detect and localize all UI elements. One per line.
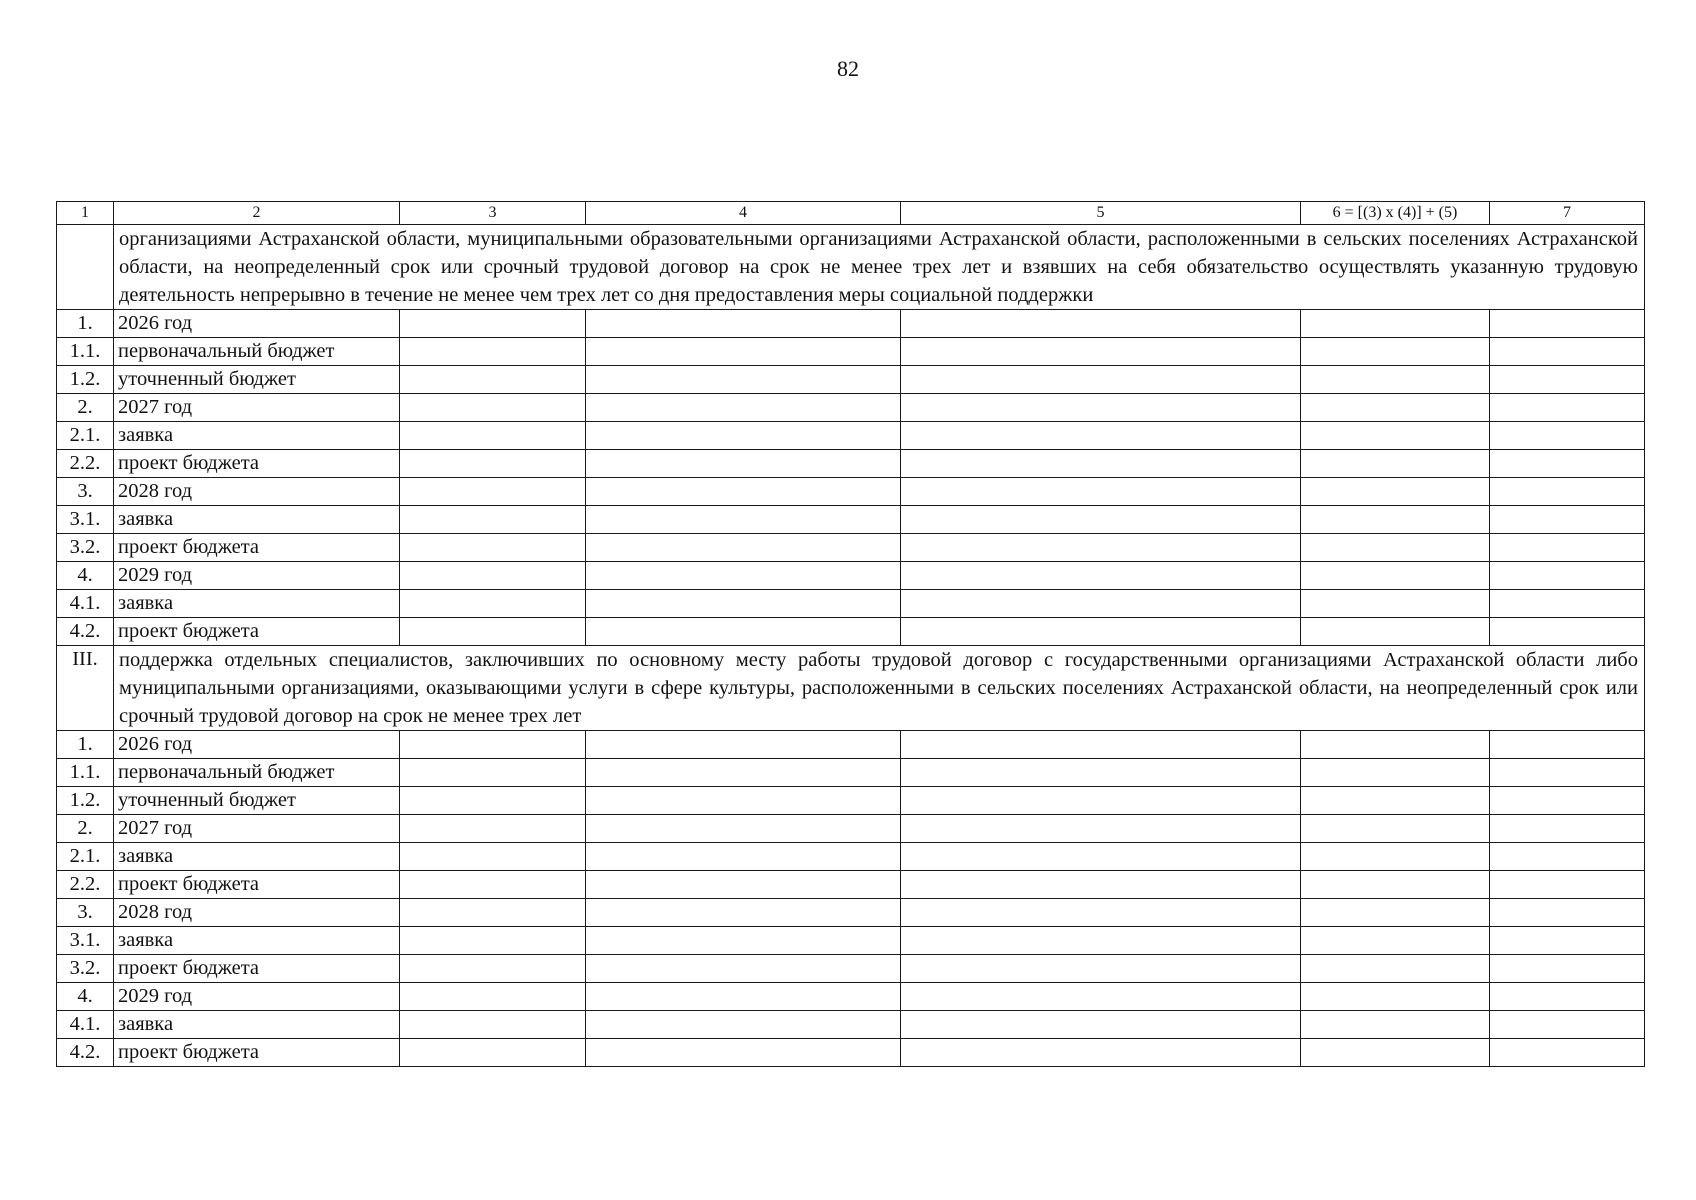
data-cell-col-4 <box>586 310 901 338</box>
table-row <box>57 394 1645 422</box>
data-cell-col-6 <box>1301 983 1490 1011</box>
row-number: 1. <box>57 310 114 338</box>
data-cell-col-5 <box>901 618 1301 646</box>
data-cell-col-6 <box>1301 1011 1490 1039</box>
row-number: 1.1. <box>57 759 114 787</box>
data-cell-col-5 <box>901 310 1301 338</box>
row-label: заявка <box>114 1011 400 1039</box>
row-number: 3.2. <box>57 955 114 983</box>
data-cell-col-6 <box>1301 618 1490 646</box>
column-header: 6 = [(3) x (4)] + (5) <box>1301 202 1490 225</box>
data-cell-col-7 <box>1490 927 1645 955</box>
table-row <box>57 1011 1645 1039</box>
data-cell-col-3 <box>400 1039 586 1067</box>
row-number: 3.1. <box>57 506 114 534</box>
data-cell-col-5 <box>901 338 1301 366</box>
column-header: 7 <box>1490 202 1645 225</box>
row-number: 2.2. <box>57 871 114 899</box>
row-number: III. <box>57 646 114 731</box>
data-cell-col-7 <box>1490 310 1645 338</box>
data-cell-col-7 <box>1490 1011 1645 1039</box>
data-cell-col-6 <box>1301 899 1490 927</box>
data-cell-col-7 <box>1490 506 1645 534</box>
data-cell-col-6 <box>1301 787 1490 815</box>
row-number: 2. <box>57 815 114 843</box>
data-cell-col-3 <box>400 871 586 899</box>
data-cell-col-5 <box>901 562 1301 590</box>
data-cell-col-6 <box>1301 759 1490 787</box>
data-cell-col-7 <box>1490 899 1645 927</box>
data-cell-col-7 <box>1490 422 1645 450</box>
row-number: 4. <box>57 983 114 1011</box>
data-cell-col-3 <box>400 1011 586 1039</box>
column-header: 1 <box>57 202 114 225</box>
data-cell-col-5 <box>901 506 1301 534</box>
data-cell-col-5 <box>901 843 1301 871</box>
data-cell-col-3 <box>400 983 586 1011</box>
data-cell-col-4 <box>586 534 901 562</box>
data-cell-col-6 <box>1301 562 1490 590</box>
data-cell-col-5 <box>901 983 1301 1011</box>
data-cell-col-7 <box>1490 1039 1645 1067</box>
table-row <box>57 731 1645 759</box>
budget-table <box>56 201 1645 1067</box>
data-cell-col-5 <box>901 787 1301 815</box>
data-cell-col-4 <box>586 478 901 506</box>
data-cell-col-4 <box>586 562 901 590</box>
data-cell-col-3 <box>400 338 586 366</box>
data-cell-col-4 <box>586 815 901 843</box>
row-label: 2028 год <box>114 478 400 506</box>
data-cell-col-7 <box>1490 338 1645 366</box>
table-row <box>57 534 1645 562</box>
data-cell-col-7 <box>1490 983 1645 1011</box>
data-cell-col-6 <box>1301 310 1490 338</box>
data-cell-col-3 <box>400 450 586 478</box>
table-row <box>57 506 1645 534</box>
data-cell-col-5 <box>901 478 1301 506</box>
data-cell-col-4 <box>586 983 901 1011</box>
table-row <box>57 618 1645 646</box>
row-number: 4.1. <box>57 1011 114 1039</box>
row-label: заявка <box>114 843 400 871</box>
data-cell-col-5 <box>901 955 1301 983</box>
data-cell-col-7 <box>1490 955 1645 983</box>
row-number <box>57 225 114 310</box>
row-number: 4. <box>57 562 114 590</box>
row-label: проект бюджета <box>114 618 400 646</box>
row-number: 4.1. <box>57 590 114 618</box>
data-cell-col-5 <box>901 899 1301 927</box>
section-heading: поддержка отдельных специалистов, заключивших по основному месту работы трудовой договор с государственными организациями Астраханской области либо муниципальными организациями, оказывающими услуги в сфере культуры, расположенными в сельских поселениях Астраханской области, на неопределенный срок или срочный трудовой договор на срок не менее трех лет <box>114 646 1645 731</box>
table-row <box>57 338 1645 366</box>
table-row <box>57 955 1645 983</box>
table-row <box>57 871 1645 899</box>
table-row <box>57 983 1645 1011</box>
data-cell-col-4 <box>586 731 901 759</box>
row-number: 1. <box>57 731 114 759</box>
data-cell-col-4 <box>586 450 901 478</box>
data-cell-col-4 <box>586 927 901 955</box>
data-cell-col-7 <box>1490 366 1645 394</box>
table-body <box>57 202 1645 1067</box>
data-cell-col-4 <box>586 843 901 871</box>
table-row <box>57 759 1645 787</box>
data-cell-col-6 <box>1301 366 1490 394</box>
table-row <box>57 787 1645 815</box>
data-cell-col-3 <box>400 787 586 815</box>
data-cell-col-4 <box>586 338 901 366</box>
row-label: проект бюджета <box>114 871 400 899</box>
row-number: 1.2. <box>57 366 114 394</box>
row-label: первоначальный бюджет <box>114 338 400 366</box>
table-row <box>57 815 1645 843</box>
data-cell-col-3 <box>400 422 586 450</box>
data-cell-col-7 <box>1490 759 1645 787</box>
data-cell-col-6 <box>1301 815 1490 843</box>
row-label: проект бюджета <box>114 1039 400 1067</box>
data-cell-col-5 <box>901 534 1301 562</box>
data-cell-col-5 <box>901 927 1301 955</box>
table-row <box>57 310 1645 338</box>
section-row <box>57 646 1645 731</box>
data-cell-col-7 <box>1490 590 1645 618</box>
data-cell-col-3 <box>400 506 586 534</box>
data-cell-col-3 <box>400 366 586 394</box>
data-cell-col-4 <box>586 506 901 534</box>
data-cell-col-6 <box>1301 506 1490 534</box>
data-cell-col-5 <box>901 759 1301 787</box>
data-cell-col-6 <box>1301 871 1490 899</box>
data-cell-col-3 <box>400 618 586 646</box>
data-cell-col-5 <box>901 871 1301 899</box>
row-label: заявка <box>114 506 400 534</box>
data-cell-col-4 <box>586 1039 901 1067</box>
data-cell-col-6 <box>1301 731 1490 759</box>
column-header: 5 <box>901 202 1301 225</box>
row-label: первоначальный бюджет <box>114 759 400 787</box>
row-number: 3. <box>57 899 114 927</box>
data-cell-col-6 <box>1301 927 1490 955</box>
data-cell-col-7 <box>1490 871 1645 899</box>
data-cell-col-3 <box>400 590 586 618</box>
table-row <box>57 927 1645 955</box>
row-number: 1.2. <box>57 787 114 815</box>
data-cell-col-6 <box>1301 478 1490 506</box>
row-label: 2027 год <box>114 815 400 843</box>
data-cell-col-3 <box>400 759 586 787</box>
data-cell-col-6 <box>1301 1039 1490 1067</box>
data-cell-col-3 <box>400 310 586 338</box>
row-label: заявка <box>114 927 400 955</box>
data-cell-col-5 <box>901 1011 1301 1039</box>
data-cell-col-4 <box>586 618 901 646</box>
section-heading: организациями Астраханской области, муниципальными образовательными организациями Астраханской области, расположенными в сельских поселениях Астраханской области, на неопределенный срок или срочный трудовой договор на срок не менее трех лет и взявших на себя обязательство осуществлять указанную трудовую деятельность непрерывно в течение не менее чем трех лет со дня предоставления меры социальной поддержки <box>114 225 1645 310</box>
table-row <box>57 899 1645 927</box>
row-number: 2.2. <box>57 450 114 478</box>
data-cell-col-7 <box>1490 731 1645 759</box>
data-cell-col-5 <box>901 394 1301 422</box>
data-cell-col-3 <box>400 815 586 843</box>
data-cell-col-7 <box>1490 534 1645 562</box>
row-number: 3. <box>57 478 114 506</box>
table-row <box>57 843 1645 871</box>
row-label: заявка <box>114 422 400 450</box>
table-row <box>57 562 1645 590</box>
row-label: проект бюджета <box>114 534 400 562</box>
data-cell-col-3 <box>400 562 586 590</box>
data-cell-col-5 <box>901 450 1301 478</box>
data-cell-col-7 <box>1490 815 1645 843</box>
data-cell-col-6 <box>1301 422 1490 450</box>
data-cell-col-7 <box>1490 787 1645 815</box>
data-cell-col-7 <box>1490 450 1645 478</box>
data-cell-col-3 <box>400 843 586 871</box>
data-cell-col-3 <box>400 955 586 983</box>
table-row <box>57 1039 1645 1067</box>
data-cell-col-6 <box>1301 450 1490 478</box>
table-row <box>57 366 1645 394</box>
data-cell-col-6 <box>1301 590 1490 618</box>
row-label: 2028 год <box>114 899 400 927</box>
column-number-row <box>57 202 1645 225</box>
row-number: 2. <box>57 394 114 422</box>
data-cell-col-3 <box>400 927 586 955</box>
data-cell-col-6 <box>1301 394 1490 422</box>
row-number: 4.2. <box>57 1039 114 1067</box>
data-cell-col-5 <box>901 731 1301 759</box>
row-label: уточненный бюджет <box>114 366 400 394</box>
section-row <box>57 225 1645 310</box>
row-number: 4.2. <box>57 618 114 646</box>
data-cell-col-6 <box>1301 843 1490 871</box>
data-cell-col-6 <box>1301 534 1490 562</box>
data-cell-col-7 <box>1490 618 1645 646</box>
data-cell-col-4 <box>586 422 901 450</box>
row-label: 2027 год <box>114 394 400 422</box>
row-number: 3.1. <box>57 927 114 955</box>
data-cell-col-3 <box>400 899 586 927</box>
row-label: 2026 год <box>114 731 400 759</box>
data-cell-col-4 <box>586 759 901 787</box>
row-number: 3.2. <box>57 534 114 562</box>
data-cell-col-5 <box>901 366 1301 394</box>
data-cell-col-4 <box>586 955 901 983</box>
row-label: проект бюджета <box>114 450 400 478</box>
row-label: 2029 год <box>114 562 400 590</box>
data-cell-col-4 <box>586 871 901 899</box>
data-cell-col-6 <box>1301 955 1490 983</box>
row-label: 2029 год <box>114 983 400 1011</box>
data-cell-col-4 <box>586 590 901 618</box>
row-number: 2.1. <box>57 422 114 450</box>
data-cell-col-3 <box>400 731 586 759</box>
table-row <box>57 590 1645 618</box>
table-row <box>57 478 1645 506</box>
data-cell-col-3 <box>400 534 586 562</box>
table-row <box>57 450 1645 478</box>
data-cell-col-4 <box>586 366 901 394</box>
data-cell-col-7 <box>1490 843 1645 871</box>
data-cell-col-7 <box>1490 562 1645 590</box>
data-cell-col-4 <box>586 1011 901 1039</box>
data-cell-col-3 <box>400 478 586 506</box>
column-header: 4 <box>586 202 901 225</box>
row-number: 2.1. <box>57 843 114 871</box>
data-cell-col-7 <box>1490 478 1645 506</box>
data-cell-col-7 <box>1490 394 1645 422</box>
row-label: заявка <box>114 590 400 618</box>
data-cell-col-6 <box>1301 338 1490 366</box>
page-number: 82 <box>837 56 859 81</box>
data-cell-col-4 <box>586 899 901 927</box>
data-cell-col-5 <box>901 815 1301 843</box>
column-header: 3 <box>400 202 586 225</box>
table-row <box>57 422 1645 450</box>
data-cell-col-3 <box>400 394 586 422</box>
row-label: проект бюджета <box>114 955 400 983</box>
row-label: уточненный бюджет <box>114 787 400 815</box>
column-header: 2 <box>114 202 400 225</box>
data-cell-col-4 <box>586 787 901 815</box>
data-cell-col-5 <box>901 590 1301 618</box>
row-number: 1.1. <box>57 338 114 366</box>
data-cell-col-4 <box>586 394 901 422</box>
data-cell-col-5 <box>901 1039 1301 1067</box>
data-cell-col-5 <box>901 422 1301 450</box>
row-label: 2026 год <box>114 310 400 338</box>
